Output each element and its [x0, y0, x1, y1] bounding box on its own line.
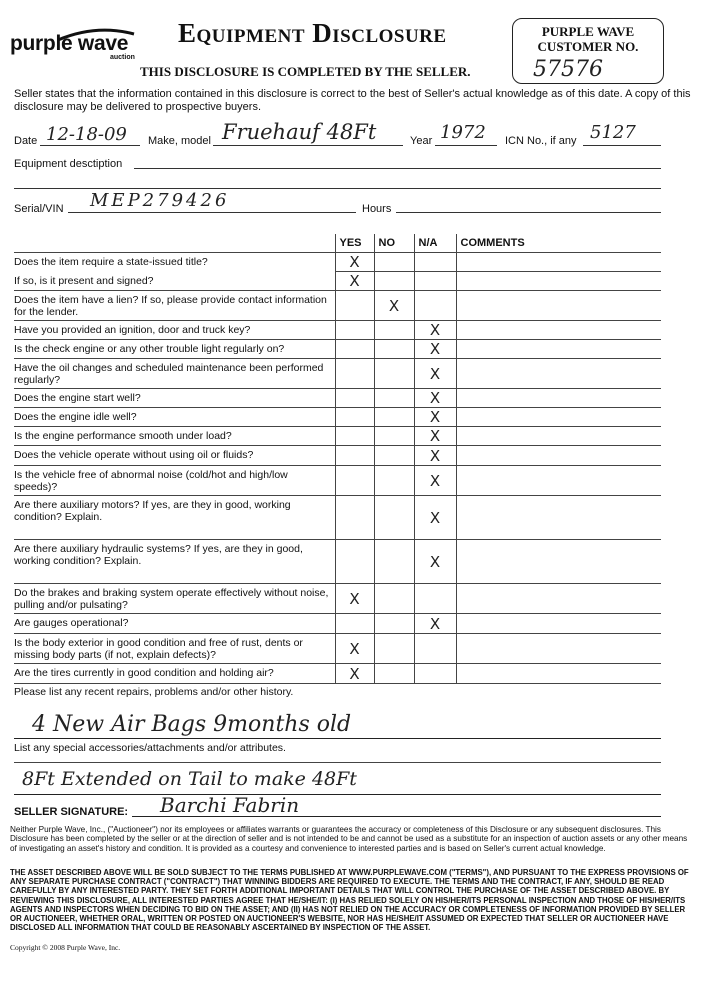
check-mark: X	[429, 508, 441, 527]
check-mark: X	[429, 389, 441, 407]
question-text: Is the vehicle free of abnormal noise (cold/hot and high/low speeds)?	[14, 466, 335, 496]
check-mark: X	[429, 614, 441, 633]
answer-cell-yes	[335, 427, 374, 446]
date-label: Date	[14, 135, 38, 147]
answer-cell-no	[374, 340, 414, 359]
customer-label-2: CUSTOMER NO.	[537, 39, 639, 54]
answer-cell-yes	[335, 359, 374, 389]
answer-cell-no	[374, 359, 414, 389]
question-text: Does the vehicle operate without using oil or fluids?	[14, 446, 335, 466]
serial-value: MEP279426	[90, 190, 230, 211]
answer-cell-na	[414, 466, 456, 496]
answer-cell-no	[374, 540, 414, 584]
answer-cell-no	[374, 496, 414, 540]
question-text: Are the tires currently in good condition and holding air?	[14, 664, 335, 684]
comments-cell	[456, 466, 661, 496]
comments-cell	[456, 446, 661, 466]
serial-label: Serial/VIN	[14, 203, 64, 215]
date-value: 12-18-09	[46, 124, 127, 145]
comments-cell	[456, 272, 661, 291]
check-mark: X	[349, 664, 360, 683]
check-mark: X	[429, 340, 441, 358]
question-text: Does the engine idle well?	[14, 408, 335, 427]
answer-cell-yes	[335, 389, 374, 408]
customer-number-box	[512, 18, 664, 84]
answer-cell-no	[374, 291, 414, 321]
check-mark: X	[388, 296, 400, 315]
repairs-label: Please list any recent repairs, problems and/or other history.	[14, 686, 294, 698]
page-title: Equipment Disclosure	[178, 18, 447, 48]
answer-cell-na	[414, 272, 456, 291]
answer-cell-yes	[335, 540, 374, 584]
comments-cell	[456, 291, 661, 321]
repairs-value: 4 New Air Bags 9months old	[32, 712, 352, 737]
answer-cell-na	[414, 253, 456, 272]
answer-cell-no	[374, 614, 414, 634]
answer-cell-na	[414, 496, 456, 540]
comments-cell	[456, 408, 661, 427]
answer-cell-na	[414, 446, 456, 466]
page-subtitle: THIS DISCLOSURE IS COMPLETED BY THE SELLER.	[140, 64, 471, 79]
answer-cell-no	[374, 427, 414, 446]
col-yes: YES	[335, 234, 374, 253]
check-mark: X	[349, 639, 360, 658]
question-text: Does the engine start well?	[14, 389, 335, 408]
answer-cell-na	[414, 584, 456, 614]
check-mark: X	[429, 552, 441, 571]
accessories-value: 8Ft Extended on Tail to make 48Ft	[22, 768, 357, 790]
answer-cell-na	[414, 389, 456, 408]
table-row	[14, 253, 661, 272]
comments-cell	[456, 253, 661, 272]
answer-cell-yes	[335, 340, 374, 359]
col-no: NO	[374, 234, 414, 253]
answer-cell-no	[374, 664, 414, 684]
hours-label: Hours	[362, 203, 392, 215]
check-mark: X	[429, 427, 441, 445]
answer-cell-na	[414, 540, 456, 584]
check-mark: X	[429, 364, 441, 383]
answer-cell-na	[414, 427, 456, 446]
question-text: Have the oil changes and scheduled maintenance been performed regularly?	[14, 359, 335, 389]
customer-label-1: PURPLE WAVE	[541, 24, 635, 39]
table-row	[14, 340, 661, 359]
answer-cell-yes	[335, 408, 374, 427]
answer-cell-yes	[335, 664, 374, 684]
answer-cell-na	[414, 664, 456, 684]
comments-cell	[456, 340, 661, 359]
comments-cell	[456, 540, 661, 584]
question-text: Are there auxiliary motors? If yes, are they in good, working condition? Explain.	[14, 496, 335, 540]
answer-cell-na	[414, 408, 456, 427]
comments-cell	[456, 389, 661, 408]
table-row	[14, 408, 661, 427]
check-mark: X	[429, 471, 441, 490]
answer-cell-na	[414, 340, 456, 359]
table-row	[14, 272, 661, 291]
answer-cell-na	[414, 359, 456, 389]
answer-cell-yes	[335, 446, 374, 466]
check-mark: X	[349, 253, 360, 271]
table-row	[14, 446, 661, 466]
seller-signature: Barchi Fabrin	[160, 793, 300, 817]
disclosure-table	[14, 234, 661, 684]
question-text: If so, is it present and signed?	[14, 272, 335, 291]
check-mark: X	[349, 272, 360, 290]
question-text: Have you provided an ignition, door and truck key?	[14, 321, 335, 340]
answer-cell-no	[374, 634, 414, 664]
col-na: N/A	[414, 234, 456, 253]
answer-cell-no	[374, 584, 414, 614]
description-label: Equipment desctiption	[14, 158, 123, 170]
answer-cell-yes	[335, 634, 374, 664]
question-text: Does the item have a lien? If so, please provide contact information for the lender.	[14, 291, 335, 321]
answer-cell-no	[374, 446, 414, 466]
check-mark: X	[429, 321, 441, 339]
answer-cell-na	[414, 321, 456, 340]
comments-cell	[456, 321, 661, 340]
question-text: Does the item require a state-issued title?	[14, 256, 208, 268]
comments-cell	[456, 584, 661, 614]
answer-cell-na	[414, 634, 456, 664]
answer-cell-no	[374, 321, 414, 340]
answer-cell-yes	[335, 496, 374, 540]
answer-cell-yes	[335, 614, 374, 634]
disclaimer-text: Neither Purple Wave, Inc., ("Auctioneer") nor its employees or affiliates warrants or guarantees the accuracy or completeness of this Disclosure or any subsequent disclosures. This Disclosure has been completed by the seller or at the direction of seller and is not intended to be and cannot be used as a substitute for an inspection of auction assets or any other means of investigating an asset's history and condition. It is provided as a courtesy and convenience to interested parties and is based on Seller's current actual knowledge.	[10, 825, 688, 853]
answer-cell-no	[374, 408, 414, 427]
comments-cell	[456, 359, 661, 389]
logo-text: purple wave	[10, 32, 129, 55]
table-row	[14, 584, 661, 614]
comments-cell	[456, 634, 661, 664]
question-text: Are gauges operational?	[14, 614, 335, 634]
question-text: Is the check engine or any other trouble light regularly on?	[14, 340, 335, 359]
col-comments: COMMENTS	[456, 234, 661, 253]
customer-number: 57576	[533, 57, 603, 82]
answer-cell-yes	[335, 466, 374, 496]
signature-label: SELLER SIGNATURE:	[14, 806, 129, 818]
answer-cell-na	[414, 291, 456, 321]
terms-text: THE ASSET DESCRIBED ABOVE WILL BE SOLD SUBJECT TO THE TERMS PUBLISHED AT WWW.PURPLEWAVE.COM ("TERMS"), AND PURSUANT TO THE EXPRESS PROVISIONS OF ANY SEPARATE PURCHASE CONTRACT ("CONTRACT") THAT WINNING BIDDERS ARE REQUIRED TO EXECUTE. THE TERMS AND THE CONTRACT, IF ANY, SHOULD BE READ CAREFULLY BY ANY INTERESTED PARTY. THEY SET FORTH ADDITIONAL IMPORTANT DETAILS THAT WILL CONTROL THE PURCHASE OF THE ASSET DESCRIBED ABOVE. BY REVIEWING THIS DISCLOSURE, ALL INTERESTED PARTIES AGREE THAT HE/SHE/IT: (I) HAS RELIED SOLELY ON HIS/HER/ITS PERSONAL INSPECTION AND THOSE OF HIS/HER/ITS AGENTS AND INSPECTORS WHEN DECIDING TO BID ON THE ASSET; AND (II) HAS NOT RELIED ON THE ACCURACY OR COMPLETENESS OF INFORMATION PROVIDED BY SELLER OR AUCTIONEER, WHETHER ORAL, WRITTEN OR POSTED ON AUCTIONEER'S WEBSITE, NOR HAS HE/SHE/IT ASSUMED OR EXPECTED THAT SELLER OR AUCTIONEER HAVE DISCLOSED ALL INFORMATION THAT COULD BE REASONABLY ASCERTAINED BY INSPECTION OF THE ASSET.	[10, 868, 689, 933]
question-text: Is the engine performance smooth under load?	[14, 427, 335, 446]
make-label: Make, model	[148, 135, 211, 147]
table-row	[14, 664, 661, 684]
table-row	[14, 427, 661, 446]
answer-cell-yes	[335, 272, 374, 291]
seller-statement: Seller states that the information contained in this disclosure is correct to the best of Seller's actual knowledge as of this date. A copy of this disclosure may be delivered to prospective buyers.	[14, 88, 691, 113]
year-value: 1972	[440, 122, 486, 143]
answer-cell-yes	[335, 253, 374, 272]
purple-wave-logo	[10, 28, 160, 68]
answer-cell-yes	[335, 321, 374, 340]
table-row	[14, 540, 661, 584]
table-row	[14, 389, 661, 408]
copyright-text: Copyright © 2008 Purple Wave, Inc.	[10, 943, 121, 952]
table-row	[14, 496, 661, 540]
table-row	[14, 321, 661, 340]
check-mark: X	[349, 589, 360, 608]
table-row	[14, 634, 661, 664]
question-text: Do the brakes and braking system operate effectively without noise, pulling and/or pulsating?	[14, 584, 335, 614]
question-text: Is the body exterior in good condition and free of rust, dents or missing body parts (if not, explain defects)?	[14, 634, 335, 664]
icn-label: ICN No., if any	[505, 135, 577, 147]
answer-cell-no	[374, 466, 414, 496]
make-value: Fruehauf 48Ft	[222, 120, 377, 144]
logo-subtext: auction	[110, 54, 135, 61]
table-row	[14, 359, 661, 389]
accessories-label: List any special accessories/attachments and/or attributes.	[14, 742, 286, 754]
check-mark: X	[429, 446, 441, 465]
check-mark: X	[429, 408, 441, 426]
comments-cell	[456, 496, 661, 540]
answer-cell-yes	[335, 584, 374, 614]
answer-cell-no	[374, 389, 414, 408]
question-text: Are there auxiliary hydraulic systems? If yes, are they in good, working condition? Explain.	[14, 540, 335, 584]
icn-value: 5127	[590, 122, 636, 143]
comments-cell	[456, 614, 661, 634]
comments-cell	[456, 664, 661, 684]
table-row	[14, 466, 661, 496]
answer-cell-no	[374, 253, 414, 272]
answer-cell-yes	[335, 291, 374, 321]
answer-cell-no	[374, 272, 414, 291]
table-row	[14, 614, 661, 634]
table-row	[14, 291, 661, 321]
answer-cell-na	[414, 614, 456, 634]
year-label: Year	[410, 135, 433, 147]
comments-cell	[456, 427, 661, 446]
